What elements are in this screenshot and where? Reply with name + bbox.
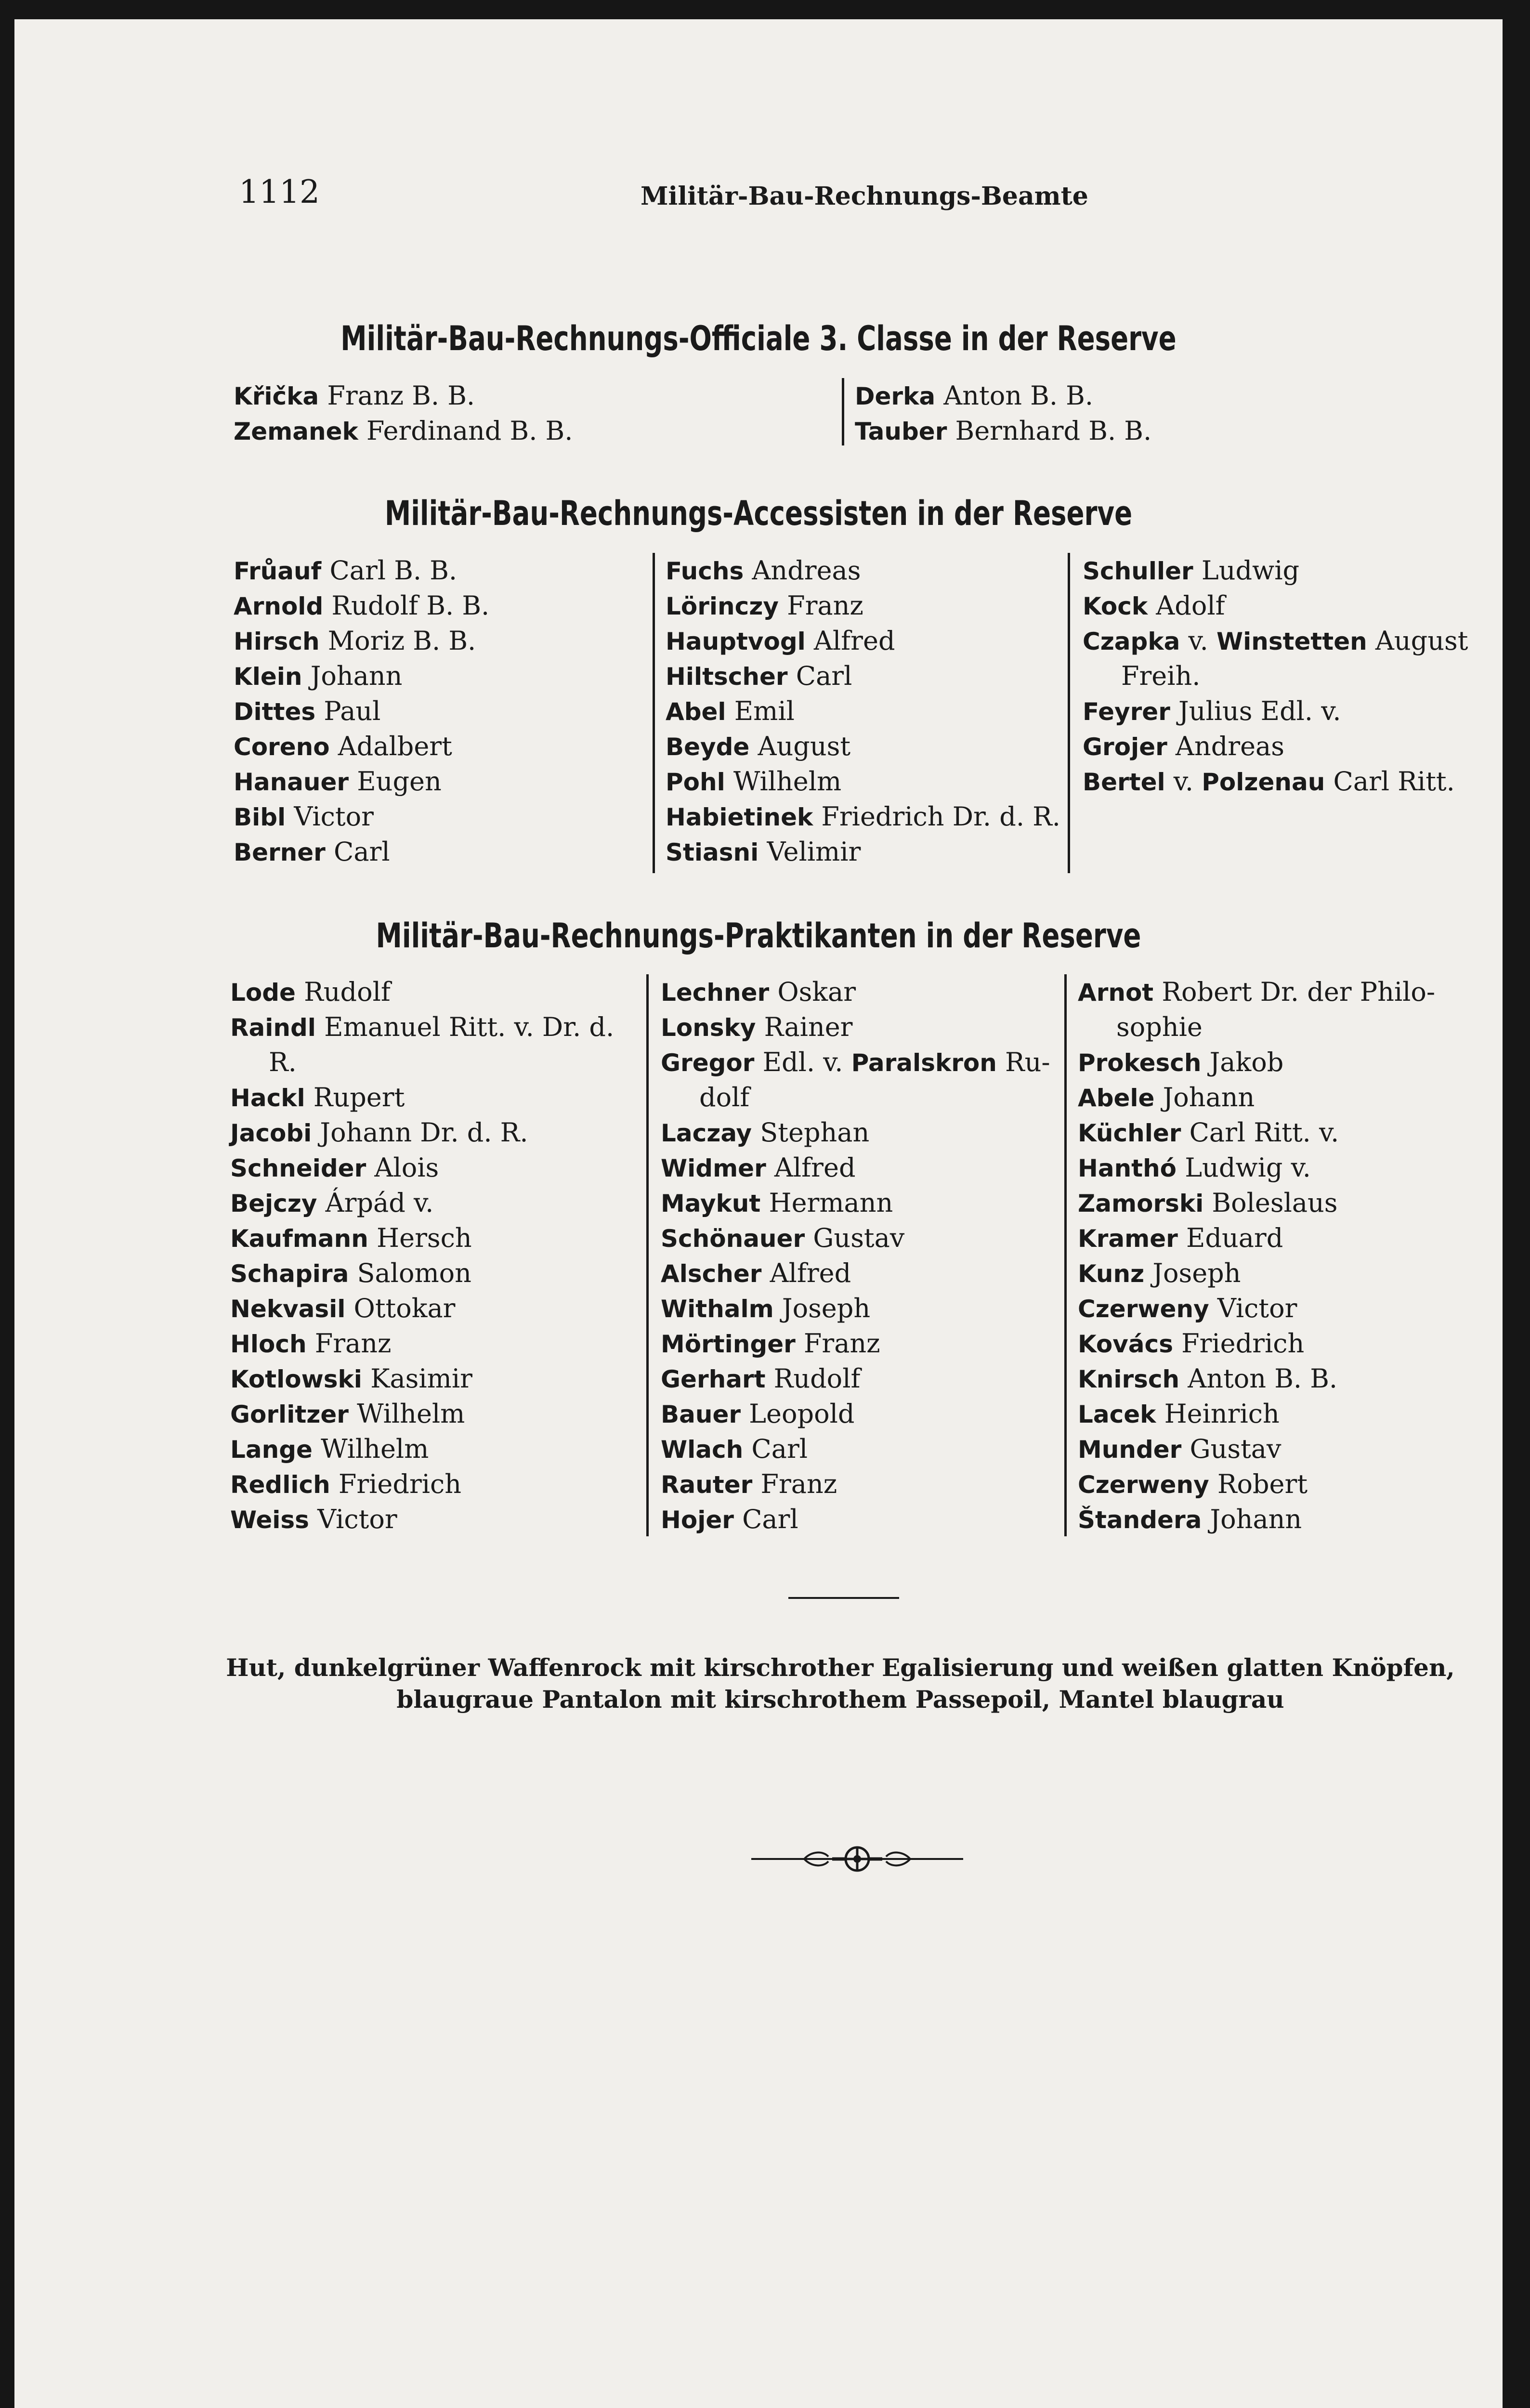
surname: Czerweny xyxy=(1078,1471,1209,1499)
surname: Küchler xyxy=(1078,1119,1181,1147)
surname: Beyde xyxy=(666,733,750,761)
given-names: Stephan xyxy=(752,1117,870,1148)
roster-entry xyxy=(661,1256,1050,1291)
given-names: Carl Ritt. v. xyxy=(1181,1117,1339,1148)
roster-entry xyxy=(666,623,1060,658)
given-names: Adalbert xyxy=(329,731,452,761)
roster-entry xyxy=(666,729,1060,764)
roster-entry xyxy=(230,1396,614,1431)
roster-entry xyxy=(1083,694,1468,729)
roster-entry xyxy=(661,1045,1050,1080)
surname: Weiss xyxy=(230,1506,309,1534)
roster-entry xyxy=(230,1009,614,1045)
officiale-column-2 xyxy=(855,378,1151,448)
roster-entry xyxy=(661,1431,1050,1466)
section-title-officiale: Militär-Bau-Rechnungs-Officiale 3. Classe in der Reserve xyxy=(340,319,1177,358)
given-names: Ludwig v. xyxy=(1177,1152,1311,1183)
roster-entry xyxy=(230,1466,614,1502)
given-names: Eugen xyxy=(349,766,442,797)
entry-continuation: Freih. xyxy=(1121,661,1201,691)
surname: Gerhart xyxy=(661,1365,766,1393)
roster-entry xyxy=(1078,1045,1435,1080)
roster-entry xyxy=(234,413,573,448)
roster-entry xyxy=(234,729,489,764)
surname: Arnot xyxy=(1078,979,1154,1007)
surname: Maykut xyxy=(661,1190,761,1217)
surname: Rauter xyxy=(661,1471,753,1499)
given-names: Salomon xyxy=(349,1258,471,1288)
surname: Abele xyxy=(1078,1084,1155,1112)
surname: Munder xyxy=(1078,1436,1182,1464)
given-names: Jakob xyxy=(1201,1047,1284,1077)
roster-entry xyxy=(1083,553,1468,588)
surname: Lode xyxy=(230,979,296,1007)
given-names: Moriz B. B. xyxy=(319,626,476,656)
surname: Lange xyxy=(230,1436,313,1464)
roster-entry xyxy=(661,1361,1050,1396)
running-head: Militär-Bau-Rechnungs-Beamte xyxy=(641,182,1088,211)
roster-entry xyxy=(1078,1396,1435,1431)
roster-entry xyxy=(661,1150,1050,1185)
roster-entry xyxy=(234,378,573,413)
surname: Štandera xyxy=(1078,1506,1202,1534)
roster-entry xyxy=(234,799,489,834)
given-names: Árpád v. xyxy=(317,1188,434,1218)
column-rule xyxy=(653,553,655,873)
roster-entry xyxy=(234,694,489,729)
given-names: Anton B. B. xyxy=(935,380,1094,411)
roster-entry xyxy=(234,764,489,799)
surname: Zemanek xyxy=(234,418,358,445)
surname: Polzenau xyxy=(1202,768,1325,796)
given-names: Friedrich Dr. d. R. xyxy=(813,801,1060,832)
given-names: Joseph xyxy=(773,1293,871,1323)
surname: Schneider xyxy=(230,1154,366,1182)
roster-entry xyxy=(661,1115,1050,1150)
given-names: Andreas xyxy=(1167,731,1284,761)
surname: Habietinek xyxy=(666,803,813,831)
roster-entry xyxy=(666,799,1060,834)
page-number: 1112 xyxy=(239,173,320,210)
given-names: Wilhelm xyxy=(348,1399,465,1429)
accessisten-column-2 xyxy=(666,553,1060,869)
given-names: Robert Dr. der Philo- xyxy=(1153,977,1436,1007)
roster-entry xyxy=(855,413,1151,448)
roster-entry xyxy=(230,1431,614,1466)
surname: Lörinczy xyxy=(666,592,779,620)
document-page xyxy=(14,19,1503,2408)
surname: Zamorski xyxy=(1078,1190,1204,1217)
roster-entry xyxy=(1078,1150,1435,1185)
roster-entry xyxy=(666,694,1060,729)
roster-entry xyxy=(1078,1291,1435,1326)
roster-entry xyxy=(1078,1466,1435,1502)
given-names: Boleslaus xyxy=(1203,1188,1338,1218)
given-names: Alfred xyxy=(761,1258,851,1288)
given-names: Franz xyxy=(306,1328,392,1359)
section-title-accessisten: Militär-Bau-Rechnungs-Accessisten in der Reserve xyxy=(384,494,1133,533)
surname: Schapira xyxy=(230,1260,349,1288)
surname: Withalm xyxy=(661,1295,774,1323)
given-names: Hersch xyxy=(368,1223,472,1253)
given-names: Rudolf xyxy=(765,1363,861,1394)
given-names: Ludwig xyxy=(1193,555,1300,586)
entry-continuation: R. xyxy=(269,1047,297,1077)
roster-entry xyxy=(1078,1220,1435,1256)
roster-entry xyxy=(234,623,489,658)
given-names: Johann xyxy=(302,661,403,691)
surname: Kovács xyxy=(1078,1330,1173,1358)
surname: Hloch xyxy=(230,1330,307,1358)
surname: Kaufmann xyxy=(230,1225,368,1253)
roster-entry xyxy=(230,1326,614,1361)
given-names: Gustav xyxy=(1181,1434,1282,1464)
given-names: Victor xyxy=(286,801,374,832)
surname: Pohl xyxy=(666,768,725,796)
surname: Grojer xyxy=(1083,733,1167,761)
surname: Derka xyxy=(855,382,936,410)
surname: Dittes xyxy=(234,698,316,726)
given-names: Franz xyxy=(778,590,863,621)
roster-entry xyxy=(1083,623,1468,658)
given-names: Victor xyxy=(309,1504,397,1534)
roster-entry xyxy=(855,378,1151,413)
roster-entry xyxy=(661,1185,1050,1220)
surname: Klein xyxy=(234,663,302,691)
section-title-praktikanten: Militär-Bau-Rechnungs-Praktikanten in der Reserve xyxy=(376,916,1141,955)
given-names: Alfred xyxy=(766,1152,856,1183)
given-names: Rupert xyxy=(305,1082,405,1112)
surname: Schönauer xyxy=(661,1225,805,1253)
given-names: Kasimir xyxy=(362,1363,472,1394)
surname: Winstetten xyxy=(1216,628,1367,655)
given-names: Adolf xyxy=(1148,590,1225,621)
roster-entry xyxy=(1078,1115,1435,1150)
surname: Hackl xyxy=(230,1084,305,1112)
surname: Nekvasil xyxy=(230,1295,346,1323)
surname: Bauer xyxy=(661,1400,741,1428)
surname: Feyrer xyxy=(1083,698,1170,726)
roster-entry xyxy=(1078,1185,1435,1220)
roster-entry xyxy=(661,1009,1050,1045)
given-names: Rudolf B. B. xyxy=(323,590,490,621)
roster-entry xyxy=(1078,1361,1435,1396)
given-names: Ferdinand B. B. xyxy=(358,416,573,446)
given-names: August xyxy=(1367,626,1468,656)
roster-entry xyxy=(666,764,1060,799)
surname: Hirsch xyxy=(234,628,320,655)
given-names: Carl xyxy=(325,837,390,867)
surname: Alscher xyxy=(661,1260,762,1288)
given-names: Friedrich xyxy=(1173,1328,1305,1359)
given-names: Carl xyxy=(733,1504,798,1534)
entry-continuation: sophie xyxy=(1116,1012,1203,1042)
ornament-icon xyxy=(751,1842,963,1876)
given-names: Friedrich xyxy=(330,1469,462,1499)
roster-entry xyxy=(230,1115,614,1150)
given-names: Rainer xyxy=(756,1012,853,1042)
given-names: Franz B. B. xyxy=(319,380,475,411)
surname: Knirsch xyxy=(1078,1365,1180,1393)
surname: Lechner xyxy=(661,979,770,1007)
surname: Schuller xyxy=(1083,557,1193,585)
surname: Laczay xyxy=(661,1119,752,1147)
roster-entry xyxy=(230,1291,614,1326)
given-names: Ottokar xyxy=(345,1293,456,1323)
roster-entry xyxy=(230,1361,614,1396)
roster-entry xyxy=(1083,764,1468,799)
surname: Hanthó xyxy=(1078,1154,1177,1182)
given-names: Franz xyxy=(795,1328,880,1359)
given-names: Alfred xyxy=(805,626,895,656)
roster-entry xyxy=(661,1291,1050,1326)
given-names: Velimir xyxy=(758,837,861,867)
roster-entry xyxy=(230,1185,614,1220)
surname: Raindl xyxy=(230,1014,316,1042)
roster-entry xyxy=(1083,729,1468,764)
roster-entry xyxy=(1078,1326,1435,1361)
surname: Hauptvogl xyxy=(666,628,806,655)
uniform-footnote: Hut, dunkelgrüner Waffenrock mit kirschrother Egalisierung und weißen glatten Knöpfen, blaugraue Pantalon mit kirschrothem Passepoil, Mantel blaugrau xyxy=(226,1653,1455,1714)
surname: Bejczy xyxy=(230,1190,317,1217)
roster-entry xyxy=(1078,1502,1435,1537)
roster-entry xyxy=(234,658,489,694)
surname: Stiasni xyxy=(666,838,759,866)
surname: Tauber xyxy=(855,418,947,445)
roster-entry xyxy=(666,553,1060,588)
surname: Lacek xyxy=(1078,1400,1156,1428)
surname: Widmer xyxy=(661,1154,766,1182)
roster-entry xyxy=(1083,588,1468,623)
praktikanten-column-2 xyxy=(661,974,1050,1537)
surname: Hojer xyxy=(661,1506,734,1534)
roster-entry xyxy=(1078,1080,1435,1115)
given-names: Wilhelm xyxy=(312,1434,429,1464)
roster-entry xyxy=(666,834,1060,869)
praktikanten-column-1 xyxy=(230,974,614,1537)
column-rule xyxy=(1068,553,1070,873)
given-names: Alois xyxy=(366,1152,439,1183)
given-names: v. xyxy=(1165,766,1202,797)
given-names: Edl. v. xyxy=(754,1047,851,1077)
column-rule xyxy=(1064,974,1067,1536)
given-names: Carl xyxy=(743,1434,808,1464)
surname: Berner xyxy=(234,838,326,866)
roster-entry xyxy=(230,1502,614,1537)
surname: Czerweny xyxy=(1078,1295,1209,1323)
given-names: Carl Ritt. xyxy=(1325,766,1455,797)
given-names: Eduard xyxy=(1177,1223,1283,1253)
given-names: Bernhard B. B. xyxy=(947,416,1152,446)
surname: Paralskron xyxy=(851,1049,997,1077)
roster-entry xyxy=(230,1080,614,1115)
given-names: Leopold xyxy=(741,1399,855,1429)
surname: Hiltscher xyxy=(666,663,788,691)
roster-entry xyxy=(1078,974,1435,1009)
surname: Fuchs xyxy=(666,557,744,585)
roster-entry xyxy=(661,1396,1050,1431)
surname: Kotlowski xyxy=(230,1365,362,1393)
surname: Hanauer xyxy=(234,768,349,796)
surname: Redlich xyxy=(230,1471,330,1499)
surname: Coreno xyxy=(234,733,330,761)
roster-entry xyxy=(661,1502,1050,1537)
given-names: Carl B. B. xyxy=(321,555,458,586)
surname: Kock xyxy=(1083,592,1148,620)
surname: Abel xyxy=(666,698,726,726)
surname: Arnold xyxy=(234,592,324,620)
roster-entry xyxy=(661,1220,1050,1256)
roster-entry xyxy=(234,553,489,588)
roster-entry xyxy=(666,588,1060,623)
surname: Wlach xyxy=(661,1436,744,1464)
roster-entry xyxy=(230,974,614,1009)
given-names: Heinrich xyxy=(1156,1399,1280,1429)
roster-entry xyxy=(234,834,489,869)
roster-entry xyxy=(661,1466,1050,1502)
given-names: Johann xyxy=(1202,1504,1302,1534)
section-divider xyxy=(788,1597,899,1599)
roster-entry xyxy=(666,658,1060,694)
surname: Kramer xyxy=(1078,1225,1178,1253)
surname: Kunz xyxy=(1078,1260,1145,1288)
given-names: Rudolf xyxy=(295,977,391,1007)
roster-entry xyxy=(1078,1256,1435,1291)
given-names: Oskar xyxy=(769,977,856,1007)
roster-entry xyxy=(230,1150,614,1185)
roster-entry xyxy=(661,1326,1050,1361)
surname: Křička xyxy=(234,382,319,410)
given-names: Franz xyxy=(752,1469,837,1499)
given-names: Emanuel Ritt. v. Dr. d. xyxy=(315,1012,615,1042)
surname: Lonsky xyxy=(661,1014,756,1042)
accessisten-column-3 xyxy=(1083,553,1468,799)
given-names: Andreas xyxy=(744,555,861,586)
given-names: Gustav xyxy=(805,1223,905,1253)
praktikanten-column-3 xyxy=(1078,974,1435,1537)
roster-entry xyxy=(1078,1431,1435,1466)
given-names: Wilhelm xyxy=(725,766,842,797)
given-names: Carl xyxy=(787,661,852,691)
given-names: Ru- xyxy=(996,1047,1050,1077)
roster-entry xyxy=(661,974,1050,1009)
given-names: Emil xyxy=(726,696,795,726)
surname: Frůauf xyxy=(234,557,322,585)
surname: Mörtinger xyxy=(661,1330,796,1358)
column-rule xyxy=(646,974,649,1536)
surname: Prokesch xyxy=(1078,1049,1202,1077)
roster-entry xyxy=(234,588,489,623)
surname: Bibl xyxy=(234,803,286,831)
given-names: Robert xyxy=(1209,1469,1308,1499)
roster-entry xyxy=(230,1220,614,1256)
given-names: Hermann xyxy=(760,1188,893,1218)
given-names: Paul xyxy=(315,696,381,726)
column-rule xyxy=(842,378,844,445)
roster-entry xyxy=(230,1256,614,1291)
given-names: Johann xyxy=(1154,1082,1255,1112)
given-names: Julius Edl. v. xyxy=(1170,696,1341,726)
given-names: Joseph xyxy=(1144,1258,1241,1288)
given-names: v. xyxy=(1180,626,1216,656)
surname: Gorlitzer xyxy=(230,1400,349,1428)
surname: Bertel xyxy=(1083,768,1165,796)
given-names: August xyxy=(749,731,851,761)
given-names: Johann Dr. d. R. xyxy=(312,1117,528,1148)
given-names: Victor xyxy=(1209,1293,1297,1323)
officiale-column-1 xyxy=(234,378,573,448)
surname: Gregor xyxy=(661,1049,755,1077)
given-names: Anton B. B. xyxy=(1179,1363,1338,1394)
surname: Jacobi xyxy=(230,1119,312,1147)
accessisten-column-1 xyxy=(234,553,489,869)
surname: Czapka xyxy=(1083,628,1180,655)
entry-continuation: dolf xyxy=(699,1082,750,1112)
